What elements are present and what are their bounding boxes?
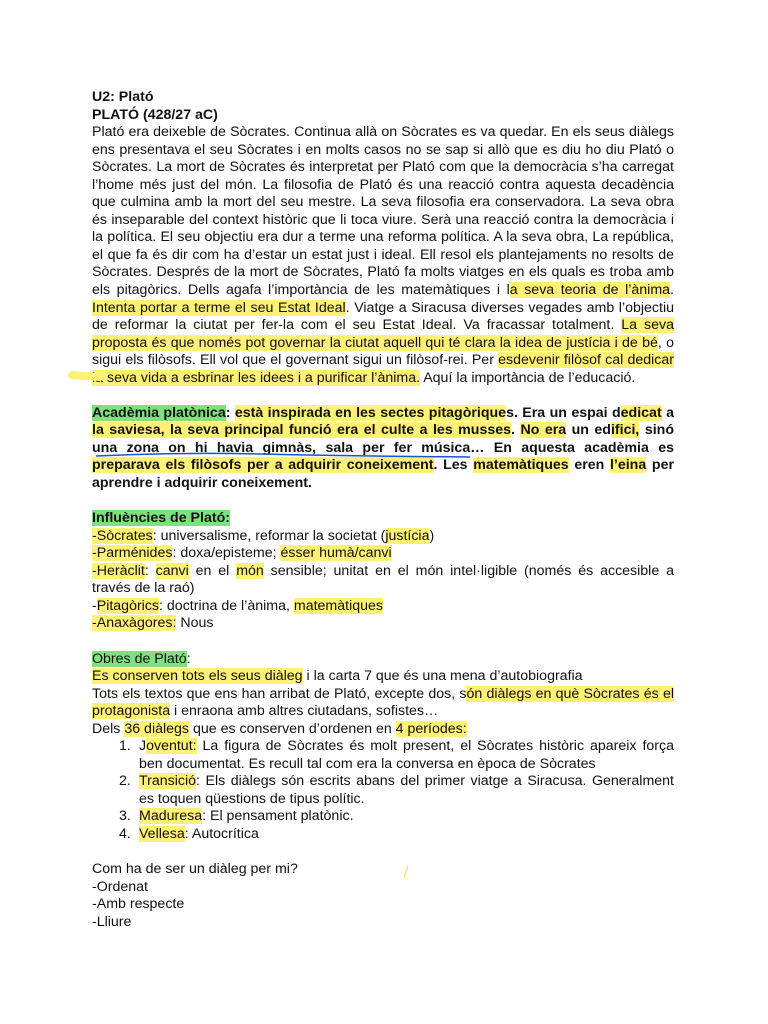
list-item bbox=[92, 808, 674, 826]
paragraph bbox=[92, 405, 674, 493]
text-run: : El pensament platònic. bbox=[202, 808, 354, 825]
list-number: 2. bbox=[119, 773, 131, 790]
paragraph bbox=[92, 615, 674, 633]
highlighted-text: Pitagòrics bbox=[96, 597, 160, 614]
paragraph bbox=[92, 528, 674, 546]
text-run: : doctrina de l’ànima, bbox=[159, 597, 294, 614]
highlighted-text: a seva teoria de l’ànima bbox=[509, 282, 671, 299]
text-run: Tots els textos que ens han arribat de Plató, excepte dos, s bbox=[92, 685, 467, 702]
highlighted-text: ifici, bbox=[610, 422, 640, 439]
text-run: : universalisme, reformar la societat ( bbox=[152, 527, 386, 544]
section-heading-highlight: Influències de Plató: bbox=[92, 510, 230, 527]
blank-line bbox=[92, 387, 674, 405]
highlighted-text: món bbox=[236, 562, 264, 579]
blank-line bbox=[92, 844, 674, 862]
paragraph bbox=[92, 651, 674, 669]
text-run: En aquesta acadèmia es bbox=[484, 439, 674, 456]
list-number: 3. bbox=[119, 808, 131, 825]
text-run: : bbox=[144, 562, 156, 579]
paragraph bbox=[92, 896, 674, 914]
paragraph bbox=[92, 563, 674, 598]
list-number: 4. bbox=[119, 825, 131, 842]
text-run: sinó bbox=[639, 422, 675, 439]
paragraph bbox=[92, 545, 674, 563]
highlighted-text: justícia bbox=[385, 527, 430, 544]
text-run: un ed bbox=[566, 422, 611, 439]
text-run: en el bbox=[188, 562, 237, 579]
paragraph bbox=[92, 124, 674, 387]
text-run: J bbox=[139, 738, 147, 755]
paragraph bbox=[92, 107, 674, 125]
text-run: : doxa/episteme; bbox=[172, 545, 281, 562]
text-run: eren bbox=[568, 457, 610, 474]
paragraph bbox=[92, 861, 674, 879]
text-run: -Ordenat bbox=[92, 878, 148, 895]
text-run: : bbox=[225, 404, 235, 421]
highlighted-text: -Heràclit bbox=[92, 562, 145, 579]
text-run: U2: Plató bbox=[92, 89, 154, 105]
text-run: sensible; unitat en el món intel·ligible (només és accesible a través de la raó) bbox=[92, 562, 674, 597]
document-page bbox=[92, 89, 674, 931]
highlighted-text: oventut: bbox=[146, 738, 197, 755]
text-run: que es conserven d’ordenen en bbox=[189, 720, 396, 737]
highlighted-text: Vellesa bbox=[139, 825, 185, 842]
highlighted-text: preparava els filòsofs per a adquirir coneixement bbox=[92, 457, 434, 474]
text-run: Com ha de ser un diàleg per mi? bbox=[92, 861, 298, 878]
text-run: Dels bbox=[92, 720, 125, 737]
highlighted-text: -Sòcrates bbox=[92, 527, 153, 544]
blank-line bbox=[92, 493, 674, 511]
section-heading-highlight: Acadèmia platònica bbox=[92, 404, 226, 421]
blank-line bbox=[92, 633, 674, 651]
highlighted-text: ésser humà/canvi bbox=[280, 545, 392, 562]
highlighted-text: -Anaxàgores: bbox=[92, 615, 177, 632]
highlighted-text: la saviesa, la seva principal funció era el culte a les musses bbox=[92, 422, 512, 439]
text-run: a bbox=[661, 404, 674, 421]
text-run: PLATÓ (428/27 aC) bbox=[92, 106, 218, 123]
text-run: Plató era deixeble de Sòcrates. Continua allà on Sòcrates es va quedar. En els seus diàlegs ens presentava el seu Sòcrates i en molts casos no se sap si allò que es diu ho diu Plató o Sòcrates. La mort de Sòcrates és interpretat per Plató com que la democràcia s’ha carregat l’home més just del món. La filosofia de Plató és una reacció contra aquesta decadència que culmina amb la mort del seu mestre. La seva filosofia era conservadora. La seva obra és inseparable del context històric que li toca viure. Serà una reacció contra la democràcia i la política. El seu objectiu era dur a terme una reforma política. A la seva obra, La república, el que fa és dir com ha d’estar un estat just i ideal. Ell resol els plantejaments no resolts de Sòcrates. Després de la mort de Sòcrates, Plató fa molts viatges en els quals es troba amb els pitagòrics. Dells agafa l’importància de les matemàtiques i l bbox=[92, 124, 674, 299]
text-run: i enraona amb altres ciutadans, sofistes… bbox=[170, 703, 439, 720]
paragraph bbox=[92, 721, 674, 739]
highlighted-text: Intenta portar a terme el seu Estat Ideal bbox=[92, 299, 346, 316]
list-number: 1. bbox=[119, 738, 131, 755]
text-run: . Les bbox=[433, 457, 474, 474]
paragraph bbox=[92, 598, 674, 616]
list-item bbox=[92, 826, 674, 844]
paragraph bbox=[92, 510, 674, 528]
highlighted-text: ón diàlegs en què Sòcrates és el protagonista bbox=[92, 685, 674, 720]
paragraph bbox=[92, 686, 674, 721]
highlighted-text: està inspirada en les sectes pitagòrique bbox=[234, 404, 507, 421]
highlighted-text: edicat bbox=[620, 404, 662, 421]
highlighted-text: matemàtiques bbox=[293, 597, 383, 614]
text-run: . bbox=[670, 282, 674, 299]
text-run: una zona on hi havia gimnàs, sala per fer música… bbox=[92, 439, 485, 456]
text-run: . Viatge a Siracusa diverses vegades amb l’objectiu de reformar la ciutat per fer-la com el seu Estat Ideal. Va fracassar totalment. bbox=[92, 299, 674, 334]
paragraph bbox=[92, 879, 674, 897]
text-run: - bbox=[92, 597, 97, 614]
text-run: , o sigui els filòsofs. Ell vol que el governant sigui un filòsof-rei. Per bbox=[92, 334, 674, 369]
list-item bbox=[92, 738, 674, 773]
text-run: : bbox=[186, 650, 191, 667]
text-run: i la carta 7 que és una mena d’autobiografia bbox=[302, 668, 583, 685]
text-run: : Els diàlegs són escrits abans del primer viatge a Siracusa. Generalment es toquen qüestions de tipus polític. bbox=[139, 773, 674, 807]
highlighted-text: canvi bbox=[155, 562, 189, 579]
list-item bbox=[92, 773, 674, 808]
highlighted-text: -Parménides bbox=[92, 545, 173, 562]
text-run: -Amb respecte bbox=[92, 896, 185, 913]
highlighted-text: Es conserven tots els seus diàleg bbox=[92, 668, 303, 685]
highlighted-text: Maduresa bbox=[139, 808, 203, 825]
paragraph bbox=[92, 914, 674, 932]
highlighted-text: La seva proposta és que només pot governar la ciutat aquell qui té clara la idea de justícia i de bé bbox=[92, 317, 674, 351]
highlighted-text: 4 períodes: bbox=[395, 720, 467, 737]
paragraph bbox=[92, 89, 674, 107]
text-run: Aquí la importància de l’educació. bbox=[420, 369, 636, 386]
text-run: Nous bbox=[176, 615, 214, 632]
highlighted-text: 36 diàlegs bbox=[124, 720, 190, 737]
section-heading-highlight: Obres de Plató bbox=[92, 650, 187, 667]
text-run: . bbox=[511, 422, 521, 439]
highlighted-text: matemàtiques bbox=[473, 457, 569, 474]
text-run: per aprendre i adquirir coneixement. bbox=[92, 457, 674, 492]
text-run: ) bbox=[429, 527, 435, 544]
text-run: : Autocrítica bbox=[184, 825, 259, 842]
highlighted-text: l’eina bbox=[609, 457, 647, 474]
text-run: -Lliure bbox=[92, 913, 132, 930]
highlighted-text: esdevenir filòsof cal dedicar la seva vida a esbrinar les idees i a purificar l’ànima. bbox=[92, 352, 675, 386]
paragraph bbox=[92, 668, 674, 686]
text-run: La figura de Sòcrates és molt present, el Sòcrates històric apareix força ben documentat. Es recull tal com era la conversa en època de Sòcrates bbox=[139, 738, 674, 772]
highlighted-text: Transició bbox=[139, 773, 197, 790]
highlighted-text: No era bbox=[520, 422, 567, 439]
text-run: s. Era un espai d bbox=[506, 404, 621, 421]
